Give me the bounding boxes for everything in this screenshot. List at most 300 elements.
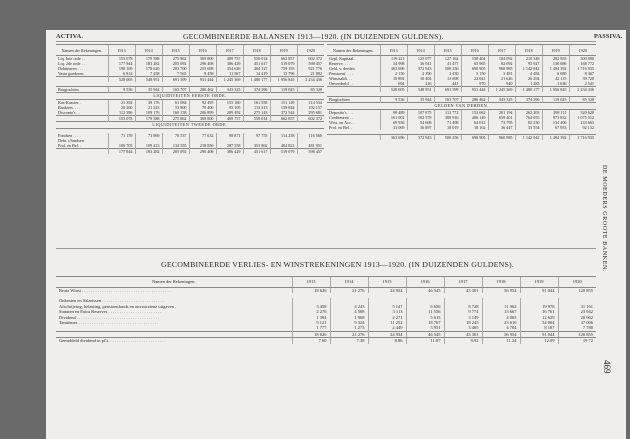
cell-value: 56 954	[482, 288, 520, 294]
cell-value: 960 985	[488, 135, 515, 141]
row-label: Winstsaldi. . .	[329, 76, 352, 81]
cell-value: 8 728	[444, 304, 482, 309]
cell-value: 71 159	[108, 133, 135, 138]
cell-value: 158 844	[270, 105, 297, 110]
cell-value: 35 944	[135, 87, 162, 93]
cell-value: 354 626	[216, 66, 243, 71]
cell-value: 205 092	[162, 61, 189, 66]
column-header-year: 1918	[482, 277, 520, 288]
cell-value: 154 406	[542, 120, 569, 125]
cell-value: 85 328	[569, 97, 596, 103]
cell-value: 7 565	[162, 71, 189, 77]
cell-value: 262 203	[515, 110, 542, 116]
cell-value: 598 457	[297, 149, 324, 155]
row-label: Crediteuren . .	[329, 115, 353, 120]
cell-value: 64 012	[461, 120, 488, 125]
cell-value: 53 800	[162, 105, 189, 110]
column-header-year: 1916	[461, 45, 488, 56]
row-label: Afschrijving, belasting, pensioenfonds en onvoorziene uitgaven .	[59, 303, 177, 309]
cell-value: 363 696	[380, 135, 407, 141]
column-header-name: Namen der Rekeningen.	[56, 45, 108, 56]
cell-value: 120 855	[558, 288, 596, 294]
row-label: Disconto's . .	[58, 110, 80, 115]
side-label: DE MOEDERS GROOTE BANKEN.	[601, 165, 607, 272]
cell-value: 8 187	[520, 325, 558, 331]
cell-value: 26 294	[515, 76, 542, 81]
cell-value: 931 444	[461, 87, 488, 93]
cell-value: 61 084	[162, 100, 189, 106]
cell-value: 9 774	[444, 309, 482, 314]
cell-value: 113 313	[243, 105, 270, 110]
cell-value: 163 707	[434, 97, 461, 103]
row-label: Borgtochten	[56, 87, 108, 93]
cell-value: 374 296	[515, 97, 542, 103]
cell-value: 73 869	[135, 133, 162, 138]
cell-value: 21 276	[330, 288, 368, 294]
cell-value: 295 681	[297, 110, 324, 116]
column-header-year: 1916	[189, 45, 216, 56]
cell-value: 694	[380, 81, 407, 87]
cell-value: 548 951	[407, 87, 434, 93]
column-header-year: 1913	[380, 45, 407, 56]
cell-value: 119 025	[270, 87, 297, 93]
cell-value: 119 221	[380, 56, 407, 62]
cell-value: 275 143	[243, 110, 270, 116]
cell-value: 106 705	[108, 143, 135, 149]
cell-value: 67 953	[542, 125, 569, 130]
cell-value: 6 680	[542, 71, 569, 76]
cell-value: 406 149	[461, 115, 488, 120]
column-header-year: 1917	[216, 45, 243, 56]
row-label: Fondsen . . . .	[58, 133, 81, 138]
section-subheader	[56, 122, 324, 129]
cell-value: 1 142 042	[515, 66, 542, 71]
cell-value: 71 498	[434, 120, 461, 125]
cell-value: 160 158	[162, 110, 189, 116]
cell-value: 1 956 845	[542, 87, 569, 93]
row-label: Onverdeeld . .	[329, 81, 353, 86]
cell-value: 107 875	[407, 110, 434, 116]
column-header-year: 1915	[162, 45, 189, 56]
winst-table	[56, 276, 596, 344]
cell-value: 36 941	[407, 61, 434, 66]
cell-value: 35 944	[407, 97, 434, 103]
cell-value: 9 121	[292, 320, 330, 325]
column-header-year: 1913	[108, 45, 135, 56]
cell-value: 451 617	[243, 61, 270, 66]
cell-value: 2 430	[434, 71, 461, 76]
cell-value: 308 916	[434, 115, 461, 120]
cell-value: 11 567	[216, 71, 243, 77]
cell-value: 91 044	[520, 288, 558, 294]
cell-value: 528 005	[108, 77, 135, 83]
cell-value: 1 273	[330, 325, 368, 331]
cell-value: 42 115	[542, 76, 569, 81]
table-row	[56, 288, 596, 294]
cell-value: 161 002	[380, 115, 407, 120]
table-row	[327, 135, 596, 141]
cell-value: 178 620	[135, 66, 162, 71]
cell-value: 2 541	[569, 81, 596, 87]
cell-value: 369 800	[189, 56, 216, 62]
column-header-year: 1920	[558, 277, 596, 288]
row-label: Debiteuren . . .	[58, 66, 83, 71]
row-label: Tantièmes . . . . . . . . . . . . . . . . . . . . . . . . . . . . . . . . . . . .	[59, 320, 159, 326]
cell-value: 16 761	[520, 309, 558, 314]
cell-value: 54 608	[407, 120, 434, 125]
cell-value: 2 234 436	[569, 87, 596, 93]
cell-value: 151 149	[270, 100, 297, 106]
cell-value: 550 014	[243, 116, 270, 122]
ledger-page	[46, 30, 626, 439]
cell-value: 201 194	[488, 110, 515, 116]
cell-value: 2 271	[368, 315, 406, 320]
row-label: Statuten en Extra Reserves . . . . . . . . . . . . . . . . . . . . . . . .	[59, 309, 162, 315]
cell-value: 183 282	[135, 61, 162, 66]
cell-value: 153 078	[108, 116, 135, 122]
cell-value: 18 019	[434, 125, 461, 130]
cell-value: 3 113	[368, 309, 406, 314]
cell-value: 233 663	[569, 120, 596, 125]
cell-value: 125 077	[407, 56, 434, 62]
cell-value: 12 629	[520, 315, 558, 320]
cell-value: 21 243	[135, 105, 162, 110]
cell-value: 11 252	[368, 320, 406, 325]
cell-value: 691 399	[162, 77, 189, 83]
cell-value: 2 390	[407, 71, 434, 76]
row-label: Gemiddeld dividend in pCt. . . . . . . . . . . . . . . . . . . . . . . . . .	[59, 338, 166, 344]
column-header-year: 1916	[406, 277, 444, 288]
cell-value: 3 405	[444, 325, 482, 331]
cell-value: 179 588	[135, 56, 162, 62]
header-activa: ACTIVA.	[56, 33, 84, 40]
column-header-year: 1914	[407, 45, 434, 56]
cell-value: 11.24	[482, 338, 520, 344]
cell-value: 36 447	[488, 125, 515, 130]
cell-value: 3 951	[406, 325, 444, 331]
cell-value: 1 956 845	[270, 77, 297, 83]
row-label: Bruto Winst . . . . . . . . . . . . . . . . . . . . . . . . . . . . . . . . . . . . . . . .	[59, 288, 171, 293]
header-rule	[56, 41, 596, 42]
cell-value: 481 951	[297, 143, 324, 149]
cell-value: 5 615	[406, 315, 444, 320]
cell-value: 519 079	[270, 149, 297, 155]
cell-value: 970	[461, 81, 488, 87]
cell-value: 92 495	[189, 100, 216, 106]
cell-value: 372 943	[407, 66, 434, 71]
cell-value: 22 041	[461, 76, 488, 81]
cell-value: 109 176	[135, 110, 162, 116]
cell-value: 24 934	[368, 331, 406, 337]
row-label: Debt. t/fondsen	[58, 138, 84, 143]
cell-value: 9 324	[330, 320, 368, 325]
cell-value: 1 480 177	[515, 87, 542, 93]
cell-value: 18 626	[292, 288, 330, 294]
cell-value: 70 406	[189, 105, 216, 110]
cell-value: 275 862	[162, 116, 189, 122]
column-header-year: 1915	[368, 277, 406, 288]
cell-value: 130 686	[542, 61, 569, 66]
cell-value: 386 429	[216, 149, 243, 155]
cell-value: 18 767	[406, 320, 444, 325]
cell-value: 374 296	[243, 87, 270, 93]
cell-value: 1 285	[515, 81, 542, 87]
cell-value: 960 985	[488, 66, 515, 71]
cell-value: 112 396	[108, 110, 135, 116]
cell-value: 11 962	[482, 304, 520, 309]
cell-value: 1 636	[542, 81, 569, 87]
cell-value: 11.87	[406, 338, 444, 344]
cell-value: 519 079	[270, 61, 297, 66]
cell-value: 8.86	[368, 338, 406, 344]
cell-value: 1 075 512	[569, 115, 596, 120]
winst-title: GECOMBINEERDE VERLIES- EN WINSTREKENINGEN 1913—1920. (IN DUIZENDEN GULDENS).	[161, 260, 514, 269]
cell-value: 46 545	[406, 331, 444, 337]
cell-value: 5 147	[368, 304, 406, 309]
cell-value: 662 857	[270, 116, 297, 122]
cell-value: 168 772	[569, 61, 596, 66]
cell-value: 177 944	[108, 61, 135, 66]
cell-value: 210 348	[515, 56, 542, 62]
row-label: Wiss. en Acc. .	[329, 120, 354, 125]
table-header-row	[56, 277, 596, 288]
cell-value: 21 626	[488, 76, 515, 81]
header-passiva: PASSIVA.	[594, 33, 623, 40]
cell-value: 9.92	[444, 338, 482, 344]
cell-value: 41 477	[434, 61, 461, 66]
column-header-year: 1917	[444, 277, 482, 288]
cell-value: 6 814	[108, 71, 135, 77]
cell-value: 3 458	[292, 304, 330, 309]
cell-value: 255 698	[189, 66, 216, 71]
cell-value: 134 555	[162, 143, 189, 149]
cell-value: 163 707	[162, 87, 189, 93]
cell-value: 931 444	[189, 77, 216, 83]
cell-value: 31 161	[558, 304, 596, 309]
cell-value: 82 092	[488, 61, 515, 66]
column-header-name: Namen der Rekeningen.	[327, 45, 380, 56]
section-subheader-label: LIQUIDITEITEN EERSTE ORDE.	[56, 93, 324, 100]
cell-value: 152 062	[461, 110, 488, 116]
cell-value: 1 394	[292, 315, 330, 320]
cell-value: 91 044	[520, 331, 558, 337]
cell-value: 109 413	[135, 143, 162, 149]
row-label: Borgtochten	[327, 97, 380, 103]
cell-value: 764 055	[515, 115, 542, 120]
cell-value: 56 954	[482, 331, 520, 337]
row-label: Gepl. Kapitaal.	[329, 56, 355, 61]
cell-value: 690 905	[461, 66, 488, 71]
cell-value: 39 176	[135, 100, 162, 106]
cell-value: 183 282	[135, 149, 162, 155]
cell-value: 7 458	[135, 71, 162, 77]
cell-value: 2 276	[292, 309, 330, 314]
cell-value: 940	[488, 81, 515, 87]
passiva-table	[327, 44, 596, 140]
cell-value: 112 772	[434, 110, 461, 116]
row-label: Deposito's . . .	[329, 110, 353, 115]
cell-value: 2 449	[368, 325, 406, 331]
column-header-year: 1920	[569, 45, 596, 56]
cell-value: 343 325	[216, 87, 243, 93]
cell-value: 95 927	[515, 61, 542, 66]
cell-value: 43 301	[444, 331, 482, 337]
cell-value: 73 795	[488, 120, 515, 125]
cell-value: 21 276	[330, 331, 368, 337]
cell-value: 23 942	[558, 309, 596, 314]
cell-value: 70 537	[162, 133, 189, 138]
cell-value: 10 892	[380, 76, 407, 81]
section-subheader-label: LIQUIDITEITEN TWEEDE ORDE.	[56, 122, 324, 129]
cell-value: 690 905	[461, 135, 488, 141]
cell-value: 973 832	[542, 115, 569, 120]
row-label: Vaste goederen	[58, 71, 84, 76]
cell-value: 114 258	[270, 133, 297, 138]
row-label: Liq. Inte orde . .	[58, 56, 86, 61]
cell-value: 116 566	[297, 133, 324, 138]
cell-value: 7.60	[292, 338, 330, 344]
cell-value: 179 588	[135, 116, 162, 122]
cell-value: 500 256	[434, 135, 461, 141]
cell-value: 275 862	[162, 56, 189, 62]
cell-value: 98 871	[216, 133, 243, 138]
cell-value: 161 558	[243, 100, 270, 106]
cell-value: 528 005	[380, 87, 407, 93]
cell-value: 18 026	[292, 331, 330, 337]
cell-value: 386 429	[216, 61, 243, 66]
cell-value: 9 458	[189, 71, 216, 77]
cell-value: 184 092	[488, 56, 515, 62]
cell-value: 300 000	[569, 56, 596, 62]
column-header-name: Namen der Rekeningen.	[56, 277, 292, 288]
cell-value: 3 150	[461, 71, 488, 76]
cell-value: 6 656	[406, 304, 444, 309]
row-label: Geld. v. derden	[329, 66, 355, 71]
cell-value: 13 667	[482, 309, 520, 314]
cell-value: 921 776	[297, 66, 324, 71]
cell-value: 65 965	[461, 61, 488, 66]
cell-value: 19 978	[520, 304, 558, 309]
row-label: Prol. en Bel. .	[58, 143, 82, 148]
cell-value: 192 578	[407, 115, 434, 120]
cell-value: 372 544	[270, 110, 297, 116]
cell-value: 1 968	[330, 315, 368, 320]
column-header-year: 1914	[330, 277, 368, 288]
row-label: Reserve. . . .	[329, 61, 350, 66]
cell-value: 9 536	[380, 97, 407, 103]
cell-value: 37 006	[558, 320, 596, 325]
cell-value: 11 556	[406, 309, 444, 314]
cell-value: 8 467	[569, 71, 596, 76]
cell-value: 10 404	[407, 76, 434, 81]
column-header-year: 1920	[297, 45, 324, 56]
cell-value: 153 078	[108, 56, 135, 62]
column-header-year: 1914	[135, 45, 162, 56]
cell-value: 372 943	[407, 135, 434, 141]
cell-value: 4 588	[330, 309, 368, 314]
cell-value: 92 132	[569, 125, 596, 130]
table-row	[56, 149, 324, 155]
cell-value: 177 844	[108, 149, 135, 155]
column-header-year: 1915	[434, 45, 461, 56]
cell-value: 287 558	[216, 143, 243, 149]
cell-value: 34 998	[380, 61, 407, 66]
row-label: Pensioenf. . . .	[329, 71, 353, 76]
cell-value: 409 757	[216, 116, 243, 122]
cell-value: 286 462	[189, 87, 216, 93]
cell-value: 4 243	[330, 304, 368, 309]
column-header-year: 1919	[520, 277, 558, 288]
cell-value: 500 256	[434, 66, 461, 71]
cell-value: 209 492	[216, 110, 243, 116]
cell-value: 602 372	[297, 56, 324, 62]
section-subheader-label: GELDEN VAN DERDEN.	[327, 103, 596, 110]
cell-value: 548 951	[135, 77, 162, 83]
cell-value: 1 494 392	[542, 135, 569, 141]
table-header-row	[56, 45, 324, 56]
cell-value: 203 700	[162, 66, 189, 71]
cell-value: 404 821	[270, 143, 297, 149]
cell-value: 2 150	[380, 71, 407, 76]
cell-value: 46 545	[406, 288, 444, 294]
cell-value: 21 392	[108, 100, 135, 106]
cell-value: 205 092	[162, 149, 189, 155]
cell-value: 7 780	[558, 325, 596, 331]
cell-value: 18 162	[461, 125, 488, 130]
row-label: Onkosten en Salarissen . . . . . . . . . . . . . . . . . . . . . . . . . . . .	[59, 298, 164, 304]
column-header-year: 1917	[488, 45, 515, 56]
cell-value: 1 716 935	[569, 66, 596, 71]
column-header-year: 1913	[292, 277, 330, 288]
cell-value: 97 755	[243, 133, 270, 138]
table-row	[56, 309, 596, 314]
cell-value: 662 857	[270, 56, 297, 62]
cell-value: 119 025	[542, 97, 569, 103]
cell-value: 353 862	[243, 143, 270, 149]
cell-value: 216	[407, 81, 434, 87]
cell-value: 1 494 392	[542, 66, 569, 71]
cell-value: 1 716 935	[569, 135, 596, 141]
cell-value: 16 897	[407, 125, 434, 130]
balance-title: GECOMBINEERDE BALANSEN 1913—1920. (IN DUIZENDEN GULDENS).	[183, 32, 444, 41]
cell-value: 218 856	[189, 143, 216, 149]
cell-value: 9 536	[108, 87, 135, 93]
cell-value: 33 554	[515, 125, 542, 130]
column-header-year: 1918	[243, 45, 270, 56]
cell-value: 2 234 436	[297, 77, 324, 83]
row-label: Liq. 2de orde . .	[58, 61, 85, 66]
cell-value: 77 632	[189, 133, 216, 138]
cell-value: 82 230	[515, 120, 542, 125]
cell-value: 369 800	[189, 116, 216, 122]
column-header-year: 1918	[515, 45, 542, 56]
cell-value: 19 72	[558, 338, 596, 344]
cell-value: 296 408	[189, 61, 216, 66]
cell-value: 13 698	[434, 76, 461, 81]
cell-value: 1 245 369	[488, 87, 515, 93]
cell-value: 320 628	[569, 110, 596, 116]
cell-value: 85 328	[297, 87, 324, 93]
cell-value: 282 955	[542, 56, 569, 62]
cell-value: 1 142 042	[515, 135, 542, 141]
row-label: Dividend . . . . . . . . . . . . . . . . . . . . . . . . . . . . . . . . . . . . .	[59, 314, 159, 320]
cell-value: 691 399	[434, 87, 461, 93]
cell-value: 343 325	[488, 97, 515, 103]
cell-value: 34 004	[520, 320, 558, 325]
cell-value: 363 696	[380, 66, 407, 71]
cell-value: 3 149	[444, 315, 482, 320]
cell-value: 24 934	[368, 288, 406, 294]
